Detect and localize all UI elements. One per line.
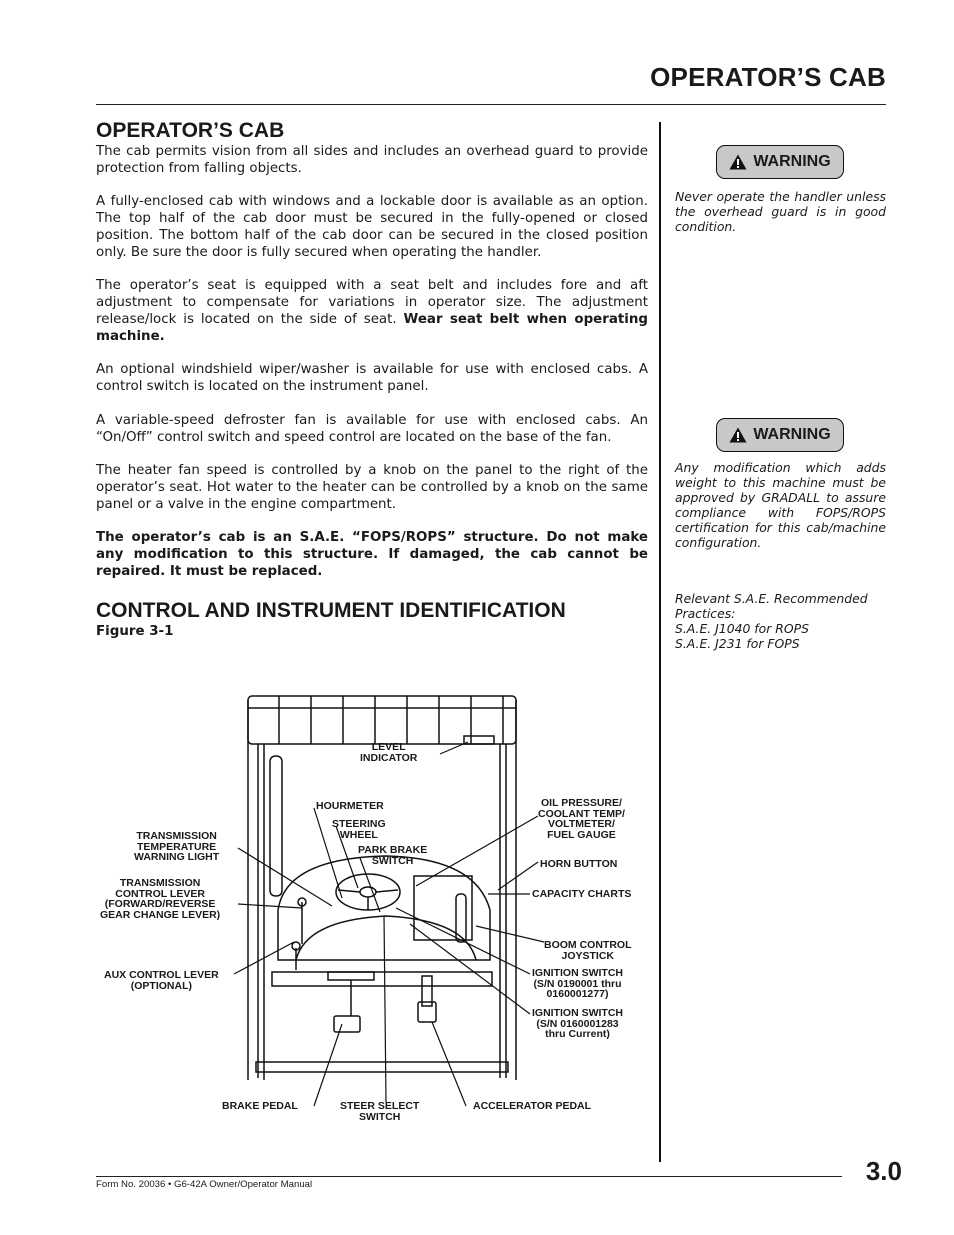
- seat-text: The operator’s seat is equipped with a seat belt and includes fore and aft adjustment to compensate for variations in operator size. The adjustment release/lock is located on the side of seat.: [96, 278, 648, 327]
- warning-block-1: [675, 145, 886, 234]
- callout-transmission-lever: TRANSMISSION CONTROL LEVER (FORWARD/REVERSE GEAR CHANGE LEVER): [100, 877, 221, 921]
- section-title-operators-cab: OPERATOR’S CAB: [96, 119, 285, 142]
- callout-oil-pressure-gauges: OIL PRESSURE/ COOLANT TEMP/ VOLTMETER/ FUEL GAUGE: [538, 797, 625, 841]
- callout-brake-pedal: BRAKE PEDAL: [222, 1100, 298, 1112]
- callout-ignition-switch-2: IGNITION SWITCH (S/N 0160001283 thru Current): [532, 1007, 623, 1040]
- callout-aux-control-lever: AUX CONTROL LEVER (OPTIONAL): [104, 969, 219, 992]
- warning-text-overhead-guard: Never operate the handler unless the overhead guard is in good condition.: [675, 189, 886, 234]
- callout-park-brake-switch: PARK BRAKE SWITCH: [358, 844, 428, 867]
- sae-note: [675, 591, 886, 651]
- sae-note-line-1: Relevant S.A.E. Recommended Practices:: [675, 591, 868, 621]
- callout-transmission-temp-light: TRANSMISSION TEMPERATURE WARNING LIGHT: [134, 830, 220, 863]
- cab-controls-figure: [96, 680, 656, 1140]
- main-column: [96, 118, 648, 639]
- warning-block-2: [675, 418, 886, 550]
- callout-horn-button: HORN BUTTON: [540, 858, 618, 870]
- seat-belt-emphasis: Wear seat belt when operating machine.: [96, 311, 649, 344]
- page-header-title: OPERATOR’S CAB: [650, 62, 886, 92]
- header-divider: [96, 104, 886, 105]
- callout-ignition-switch-1: IGNITION SWITCH (S/N 0190001 thru 0160001277): [532, 967, 623, 1000]
- callout-accelerator-pedal: ACCELERATOR PEDAL: [473, 1100, 592, 1112]
- page-number: 3.0: [865, 1156, 902, 1186]
- warning-label: WARNING: [753, 153, 831, 170]
- callout-level-indicator: LEVEL INDICATOR: [360, 741, 418, 764]
- warning-triangle-icon: [729, 427, 747, 443]
- paragraph-wiper: An optional windshield wiper/washer is available for use with enclosed cabs. A control switch is located on the instrument panel.: [96, 362, 648, 395]
- paragraph-defroster: A variable-speed defroster fan is available for use with enclosed cabs. An “On/Off” control switch and speed control are located on the base of the fan.: [96, 412, 648, 445]
- footer-divider: [96, 1176, 842, 1177]
- figure-label: Figure 3-1: [96, 623, 174, 639]
- callout-boom-control-joystick: BOOM CONTROL JOYSTICK: [544, 939, 632, 962]
- warning-triangle-icon: [729, 154, 747, 170]
- callout-steering-wheel: STEERING WHEEL: [332, 818, 386, 841]
- warning-label: WARNING: [753, 426, 831, 443]
- callout-capacity-charts: CAPACITY CHARTS: [532, 888, 632, 900]
- warning-badge: [716, 145, 844, 179]
- paragraph-fops-rops: The operator’s cab is an S.A.E. “FOPS/ROPS” structure. Do not make any modification to this structure. If damaged, the cab cannot be repaired. It must be replaced.: [96, 530, 648, 579]
- callout-hourmeter: HOURMETER: [316, 800, 384, 812]
- section-title-controls: CONTROL AND INSTRUMENT IDENTIFICATION: [96, 598, 566, 622]
- sae-note-line-3: S.A.E. J231 for FOPS: [675, 636, 800, 651]
- column-divider: [659, 122, 661, 1162]
- footer-form-number: Form No. 20036 • G6-42A Owner/Operator Manual: [96, 1179, 313, 1190]
- warning-text-modification: Any modification which adds weight to this machine must be approved by GRADALL to assure compliance with FOPS/ROPS certification for this cab/machine configuration.: [675, 460, 886, 550]
- sae-note-line-2: S.A.E. J1040 for ROPS: [675, 621, 809, 636]
- callout-steer-select-switch: STEER SELECT SWITCH: [340, 1100, 420, 1123]
- paragraph-vision: The cab permits vision from all sides and includes an overhead guard to provide protection from falling objects.: [96, 144, 648, 176]
- warning-badge: [716, 418, 844, 452]
- paragraph-enclosed-cab: A fully-enclosed cab with windows and a lockable door is available as an option. The top half of the cab door must be secured in the fully-opened or closed position. The bottom half of the cab door can be secured in the closed position only. Be sure the door is fully secured when operating the handler.: [96, 194, 648, 260]
- paragraph-heater: The heater fan speed is controlled by a knob on the panel to the right of the operator’s seat. Hot water to the heater can be controlled by a knob on the same panel or a valve in the engine compartment.: [96, 463, 648, 512]
- paragraph-seat: [96, 278, 648, 345]
